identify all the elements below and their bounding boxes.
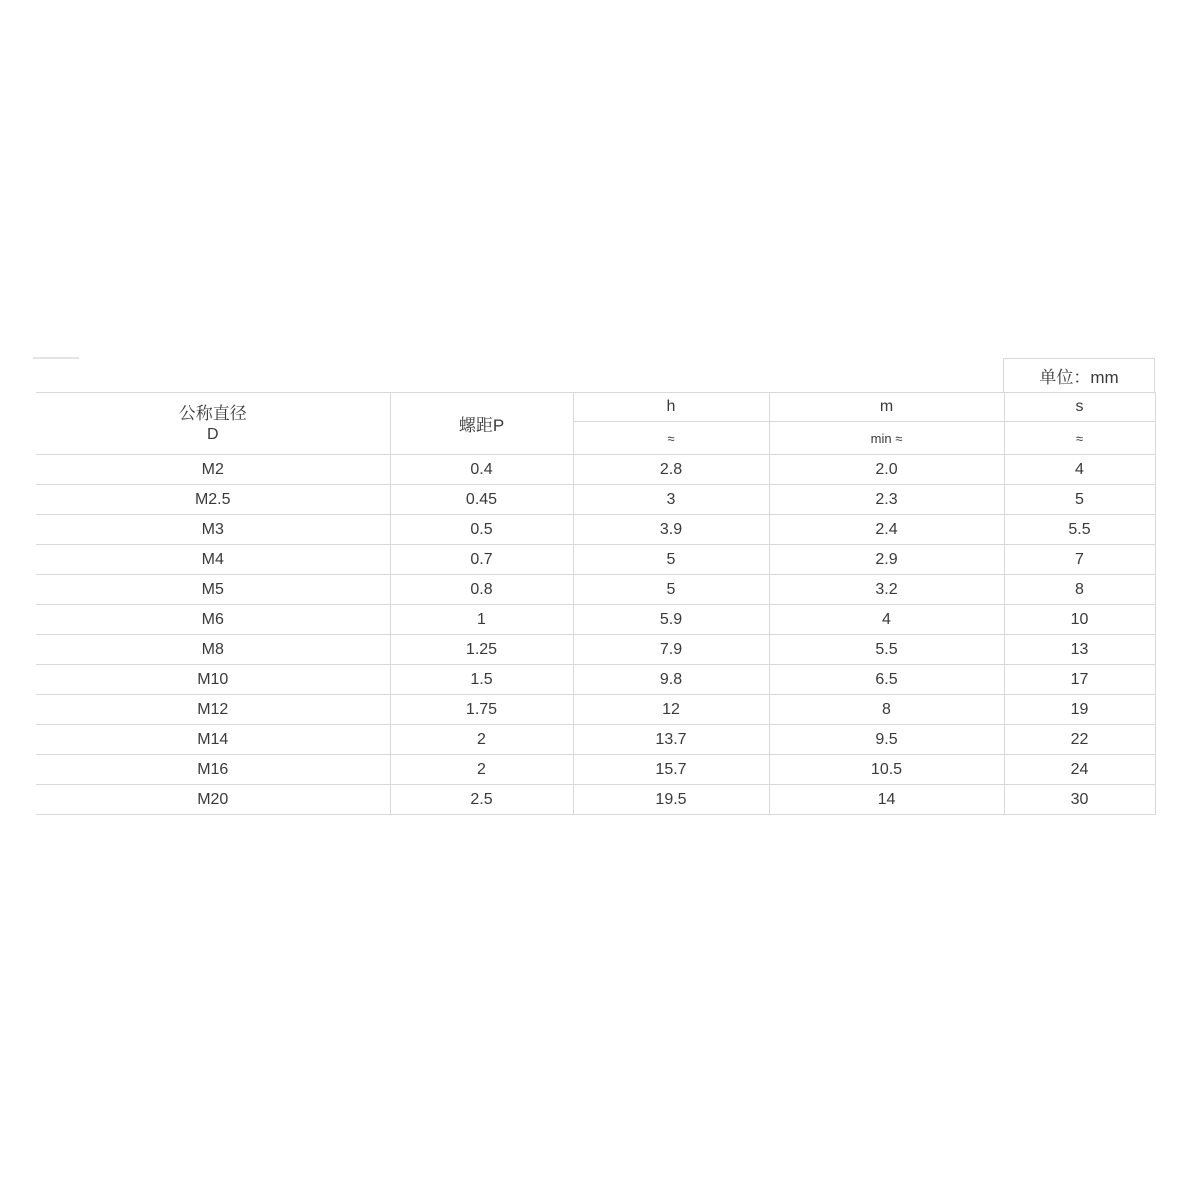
cell-h: 5: [573, 575, 769, 605]
cell-m: 3.2: [769, 575, 1004, 605]
header-s: s: [1004, 393, 1155, 422]
table-row: [36, 785, 1155, 815]
table-row: [36, 635, 1155, 665]
cell-h: 15.7: [573, 755, 769, 785]
table-row: [36, 515, 1155, 545]
header-h: h: [573, 393, 769, 422]
table-row: [36, 485, 1155, 515]
cell-p: 0.45: [390, 485, 573, 515]
header-nominal-diameter-label: 公称直径: [178, 403, 247, 423]
table-row: [36, 695, 1155, 725]
spec-table: [36, 392, 1156, 815]
header-m: m: [769, 393, 1004, 422]
cell-m: 10.5: [769, 755, 1004, 785]
cell-s: 8: [1004, 575, 1155, 605]
subheader-s-approx: ≈: [1004, 422, 1155, 455]
cell-s: 7: [1004, 545, 1155, 575]
cell-h: 12: [573, 695, 769, 725]
header-d-symbol: D: [206, 425, 219, 443]
cell-s: 19: [1004, 695, 1155, 725]
cell-s: 4: [1004, 455, 1155, 485]
cell-d: M4: [36, 545, 390, 575]
subheader-h-approx: ≈: [573, 422, 769, 455]
table-row: [36, 545, 1155, 575]
cell-s: 5: [1004, 485, 1155, 515]
cell-h: 13.7: [573, 725, 769, 755]
cell-s: 22: [1004, 725, 1155, 755]
cell-m: 9.5: [769, 725, 1004, 755]
cell-m: 6.5: [769, 665, 1004, 695]
cell-p: 1.25: [390, 635, 573, 665]
cell-s: 5.5: [1004, 515, 1155, 545]
cell-m: 2.9: [769, 545, 1004, 575]
cell-p: 0.4: [390, 455, 573, 485]
cell-p: 0.8: [390, 575, 573, 605]
cell-p: 2: [390, 725, 573, 755]
cell-d: M20: [36, 785, 390, 815]
cell-p: 2: [390, 755, 573, 785]
table-row: [36, 575, 1155, 605]
cell-s: 17: [1004, 665, 1155, 695]
cell-s: 30: [1004, 785, 1155, 815]
cell-h: 2.8: [573, 455, 769, 485]
header-row-main: [36, 393, 1155, 422]
stray-rule-line: [33, 357, 79, 359]
cell-m: 2.4: [769, 515, 1004, 545]
cell-p: 0.7: [390, 545, 573, 575]
cell-d: M12: [36, 695, 390, 725]
cell-m: 8: [769, 695, 1004, 725]
subheader-m-min-approx: min ≈: [769, 422, 1004, 455]
cell-h: 7.9: [573, 635, 769, 665]
cell-s: 13: [1004, 635, 1155, 665]
cell-h: 5: [573, 545, 769, 575]
cell-h: 3.9: [573, 515, 769, 545]
cell-p: 0.5: [390, 515, 573, 545]
cell-p: 1.5: [390, 665, 573, 695]
table-row: [36, 725, 1155, 755]
table-row: [36, 755, 1155, 785]
cell-p: 2.5: [390, 785, 573, 815]
cell-s: 10: [1004, 605, 1155, 635]
table-row: [36, 665, 1155, 695]
cell-d: M2.5: [36, 485, 390, 515]
cell-d: M3: [36, 515, 390, 545]
cell-d: M5: [36, 575, 390, 605]
cell-s: 24: [1004, 755, 1155, 785]
cell-p: 1: [390, 605, 573, 635]
unit-label: 单位：mm: [1003, 358, 1155, 392]
cell-d: M6: [36, 605, 390, 635]
cell-m: 14: [769, 785, 1004, 815]
cell-m: 5.5: [769, 635, 1004, 665]
cell-d: M10: [36, 665, 390, 695]
cell-m: 2.0: [769, 455, 1004, 485]
cell-h: 19.5: [573, 785, 769, 815]
cell-m: 2.3: [769, 485, 1004, 515]
cell-d: M2: [36, 455, 390, 485]
header-nominal-diameter: [36, 393, 390, 455]
table-row: [36, 605, 1155, 635]
table-row: [36, 455, 1155, 485]
cell-h: 3: [573, 485, 769, 515]
cell-h: 9.8: [573, 665, 769, 695]
cell-p: 1.75: [390, 695, 573, 725]
cell-d: M8: [36, 635, 390, 665]
header-pitch: 螺距P: [390, 393, 573, 455]
cell-m: 4: [769, 605, 1004, 635]
cell-d: M16: [36, 755, 390, 785]
cell-h: 5.9: [573, 605, 769, 635]
cell-d: M14: [36, 725, 390, 755]
